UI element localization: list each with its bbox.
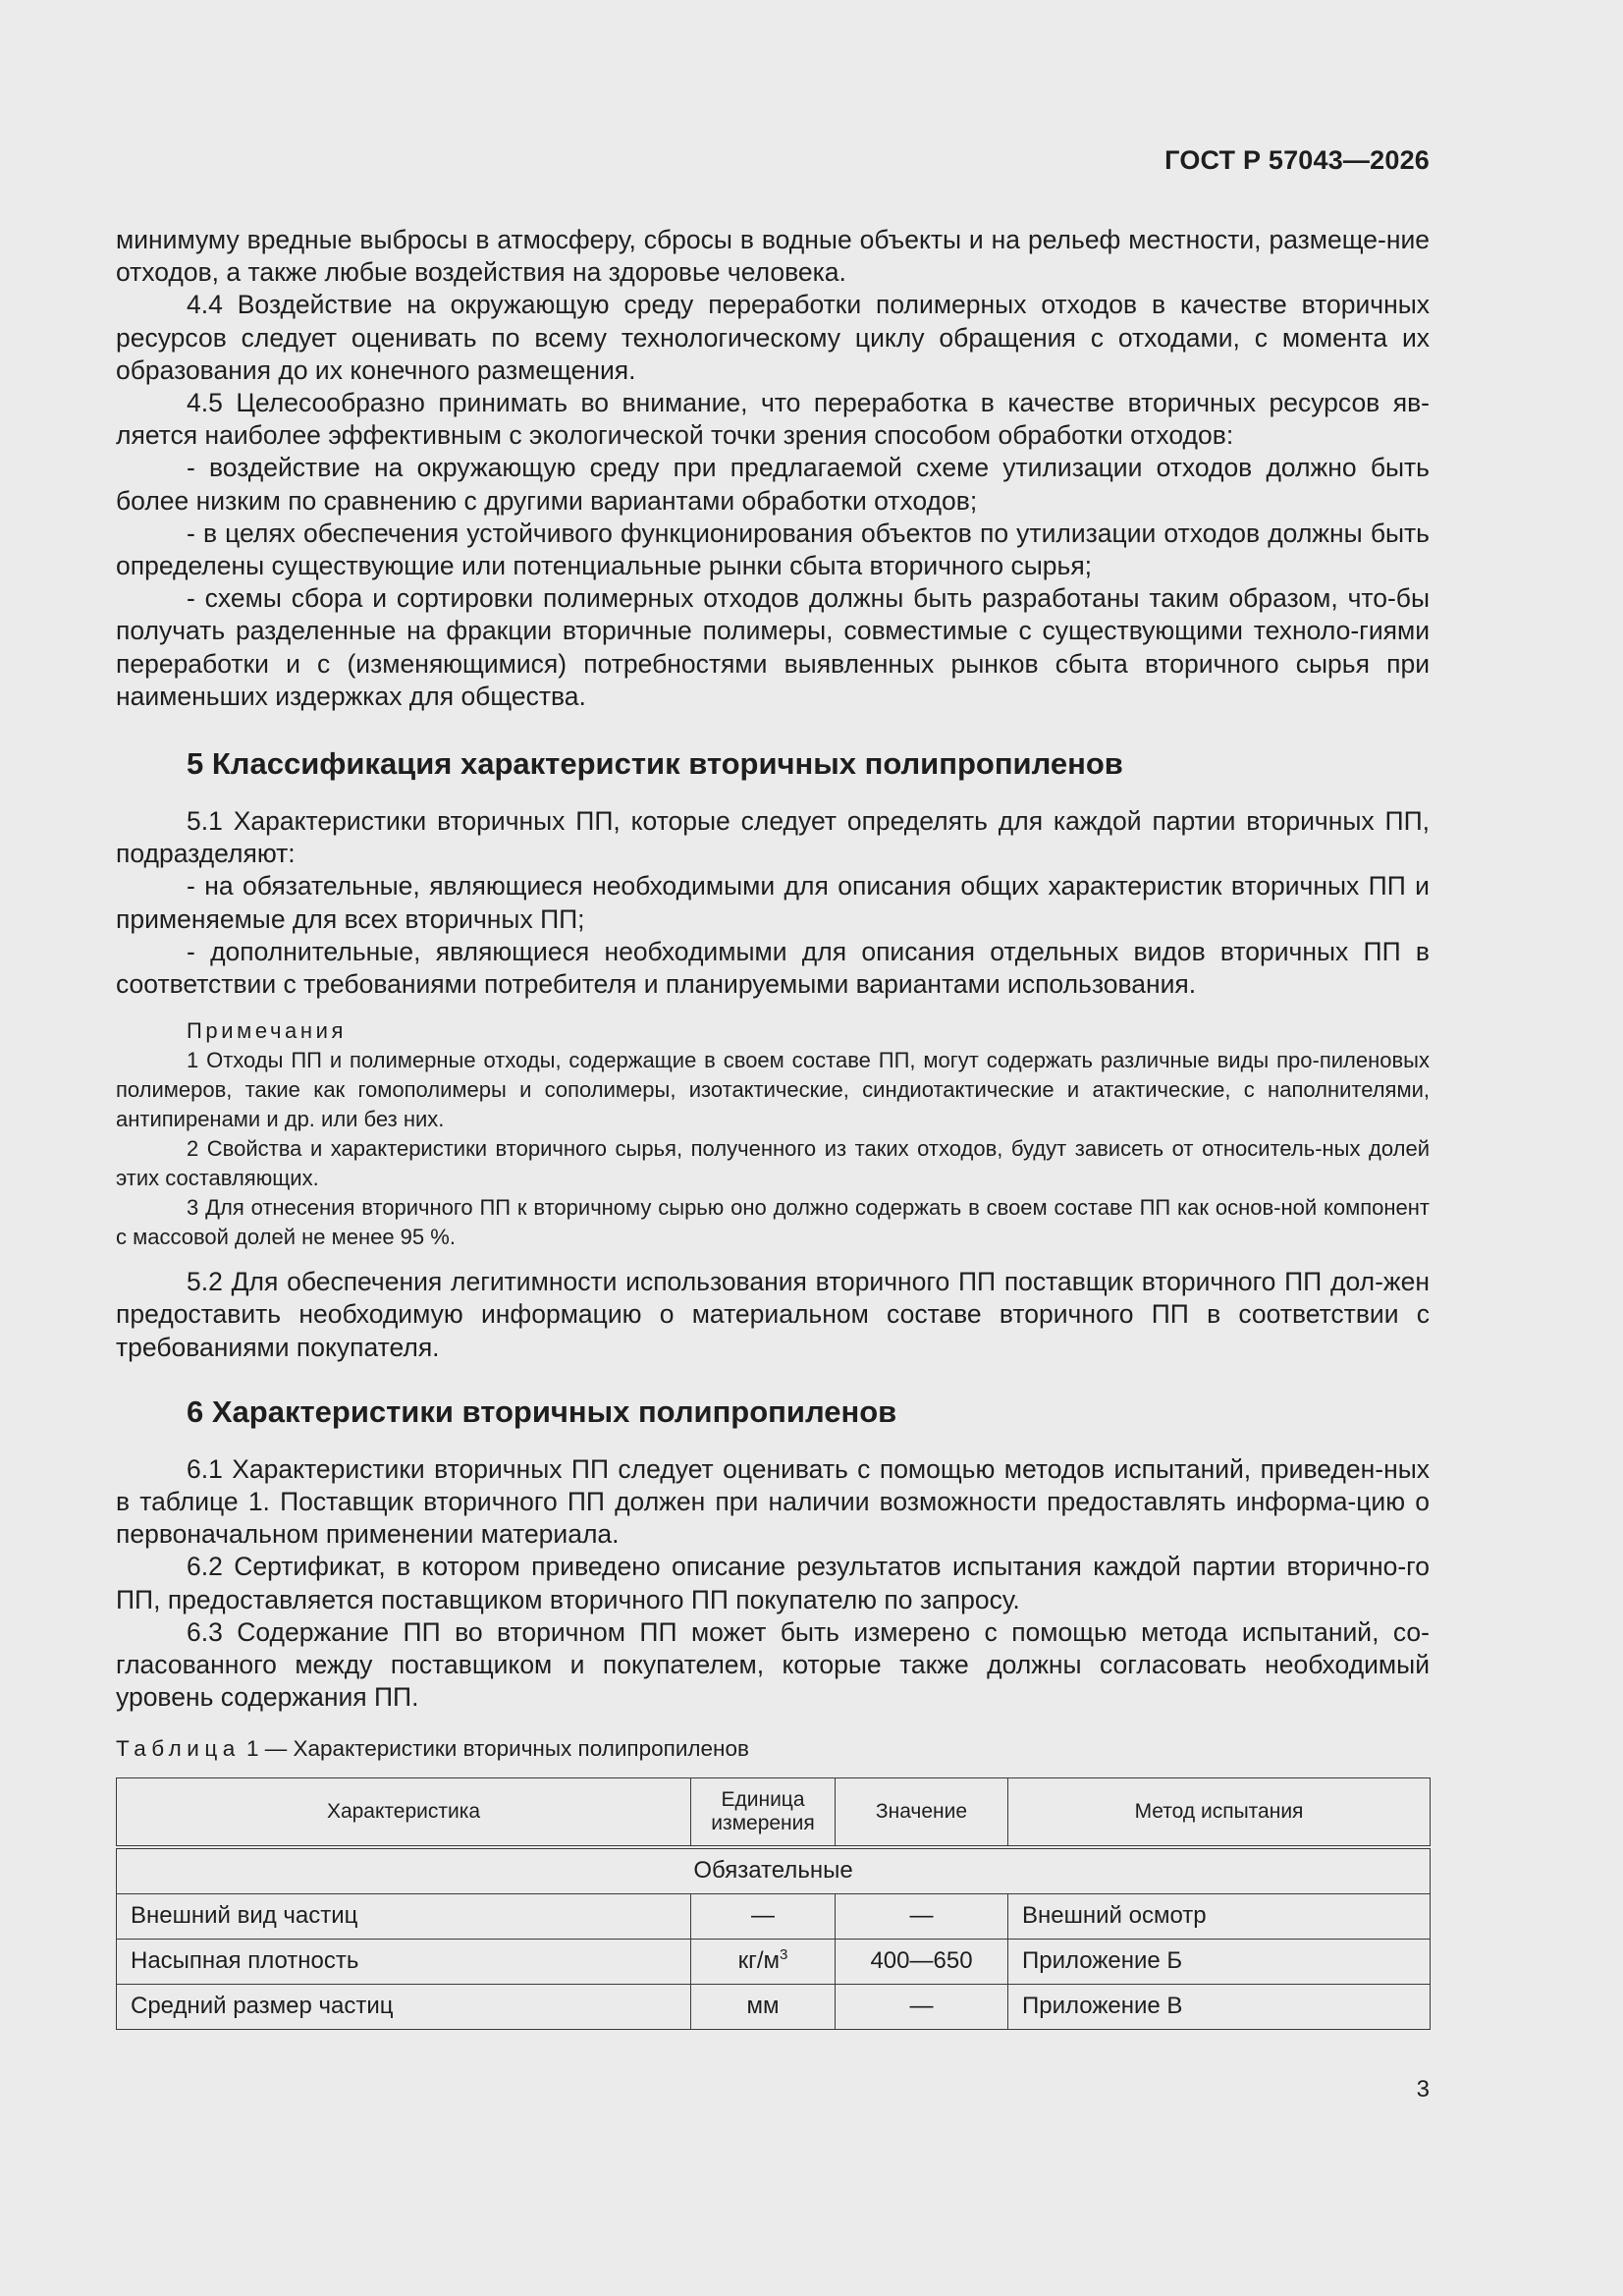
note-3: 3 Для отнесения вторичного ПП к вторичному сырью оно должно содержать в своем составе ПП как основ-ной компонент с массовой долей не менее 95 %. [116, 1195, 1430, 1250]
header-value: Значение [836, 1777, 1008, 1847]
list-item-mandatory: - на обязательные, являющиеся необходимыми для описания общих характеристик вторичных ПП и применяемые для всех вторичных ПП; [116, 871, 1430, 934]
table-caption-title: 1 — Характеристики вторичных полипропиленов [246, 1735, 749, 1761]
header-unit-line1: Единица [721, 1787, 805, 1811]
unit-text: — [751, 1902, 775, 1929]
list-item-impact: - воздействие на окружающую среду при предлагаемой схеме утилизации отходов должно быть более низким по сравнению с другими вариантами обработки отходов; [116, 453, 1430, 516]
cell-characteristic: Внешний вид частиц [117, 1893, 691, 1939]
page-content [116, 224, 1430, 2030]
table-header-row [117, 1777, 1431, 1847]
table-group-row [117, 1847, 1431, 1894]
section-5-heading: 5 Классификация характеристик вторичных полипропиленов [187, 746, 1123, 782]
unit-text: мм [746, 1993, 780, 2019]
header-unit [691, 1777, 836, 1847]
cell-value: — [836, 1984, 1008, 2029]
cell-unit [691, 1939, 836, 1984]
cell-characteristic: Насыпная плотность [117, 1939, 691, 1984]
cell-value: 400—650 [836, 1939, 1008, 1984]
unit-superscript: 3 [780, 1946, 788, 1963]
cell-method: Внешний осмотр [1008, 1893, 1431, 1939]
paragraph-continuation: минимуму вредные выбросы в атмосферу, сбросы в водные объекты и на рельеф местности, размеще-ние отходов, а также любые воздействия на здоровье человека. [116, 225, 1430, 288]
paragraph-6-2: 6.2 Сертификат, в котором приведено описание результатов испытания каждой партии вторично-го ПП, предоставляется поставщиком вторичного ПП покупателю по запросу. [116, 1552, 1430, 1614]
header-unit-line2: измерения [711, 1811, 815, 1834]
paragraph-5-2: 5.2 Для обеспечения легитимности использования вторичного ПП поставщик вторичного ПП дол-жен предоставить необходимую информацию о материальном составе вторичного ПП в соответствии с требованиями покупателя. [116, 1267, 1430, 1362]
paragraph-6-1: 6.1 Характеристики вторичных ПП следует оценивать с помощью методов испытаний, приведен-ных в таблице 1. Поставщик вторичного ПП должен при наличии возможности предоставлять информа-цию о первоначальном применении материала. [116, 1453, 1430, 1550]
table-caption-word: Таблица [116, 1735, 241, 1761]
cell-method: Приложение В [1008, 1984, 1431, 2029]
characteristics-table [116, 1777, 1431, 2030]
table-row [117, 1984, 1431, 2029]
section-6-heading: 6 Характеристики вторичных полипропиленов [187, 1394, 897, 1429]
list-item-markets: - в целях обеспечения устойчивого функционирования объектов по утилизации отходов должны быть определены существующие или потенциальные рынки сбыта вторичного сырья; [116, 518, 1430, 581]
cell-unit [691, 1984, 836, 2029]
table-row [117, 1893, 1431, 1939]
unit-text: кг/м [737, 1947, 781, 1974]
cell-unit [691, 1893, 836, 1939]
group-label: Обязательные [117, 1847, 1431, 1894]
cell-characteristic: Средний размер частиц [117, 1984, 691, 2029]
list-item-additional: - дополнительные, являющиеся необходимыми для описания отдельных видов вторичных ПП в соответствии с требованиями потребителя и планируемыми вариантами использования. [116, 936, 1430, 1000]
paragraph-4-4: 4.4 Воздействие на окружающую среду переработки полимерных отходов в качестве вторичных ресурсов следует оценивать по всему технологическому циклу обращения с отходами, с момента их образования до их конечного размещения. [116, 290, 1430, 385]
page-number: 3 [1416, 2076, 1430, 2103]
paragraph-4-5: 4.5 Целесообразно принимать во внимание, что переработка в качестве вторичных ресурсов яв-ляется наиболее эффективным с экологической точки зрения способом обработки отходов: [116, 388, 1430, 451]
note-2: 2 Свойства и характеристики вторичного сырья, полученного из таких отходов, будут зависеть от относитель-ных долей этих составляющих. [116, 1136, 1430, 1191]
standard-designation: ГОСТ Р 57043—2026 [1164, 145, 1430, 175]
note-1: 1 Отходы ПП и полимерные отходы, содержащие в своем составе ПП, могут содержать различные виды про-пиленовых полимеров, такие как гомополимеры и сополимеры, изотактические, синдиотактические и атактические, с наполнителями, антипиренами и др. или без них. [116, 1048, 1430, 1132]
paragraph-5-1: 5.1 Характеристики вторичных ПП, которые следует определять для каждой партии вторичных ПП, подразделяют: [116, 806, 1430, 869]
table-caption [116, 1734, 1430, 1764]
header-method: Метод испытания [1008, 1777, 1431, 1847]
table-row [117, 1939, 1431, 1984]
list-item-collection: - схемы сбора и сортировки полимерных отходов должны быть разработаны таким образом, что-бы получать разделенные на фракции вторичные полимеры, совместимые с существующими техноло-гиями переработки и с (изменяющимися) потребностями выявленных рынков сбыта вторичного сырья при наименьших издержках для общества. [116, 583, 1430, 711]
notes-heading: Примечания [187, 1018, 348, 1044]
header-characteristic: Характеристика [117, 1777, 691, 1847]
paragraph-6-3: 6.3 Содержание ПП во вторичном ПП может быть измерено с помощью метода испытаний, со-гласованного между поставщиком и покупателем, которые также должны согласовать необходимый уровень содержания ПП. [116, 1616, 1430, 1713]
cell-value: — [836, 1893, 1008, 1939]
cell-method: Приложение Б [1008, 1939, 1431, 1984]
